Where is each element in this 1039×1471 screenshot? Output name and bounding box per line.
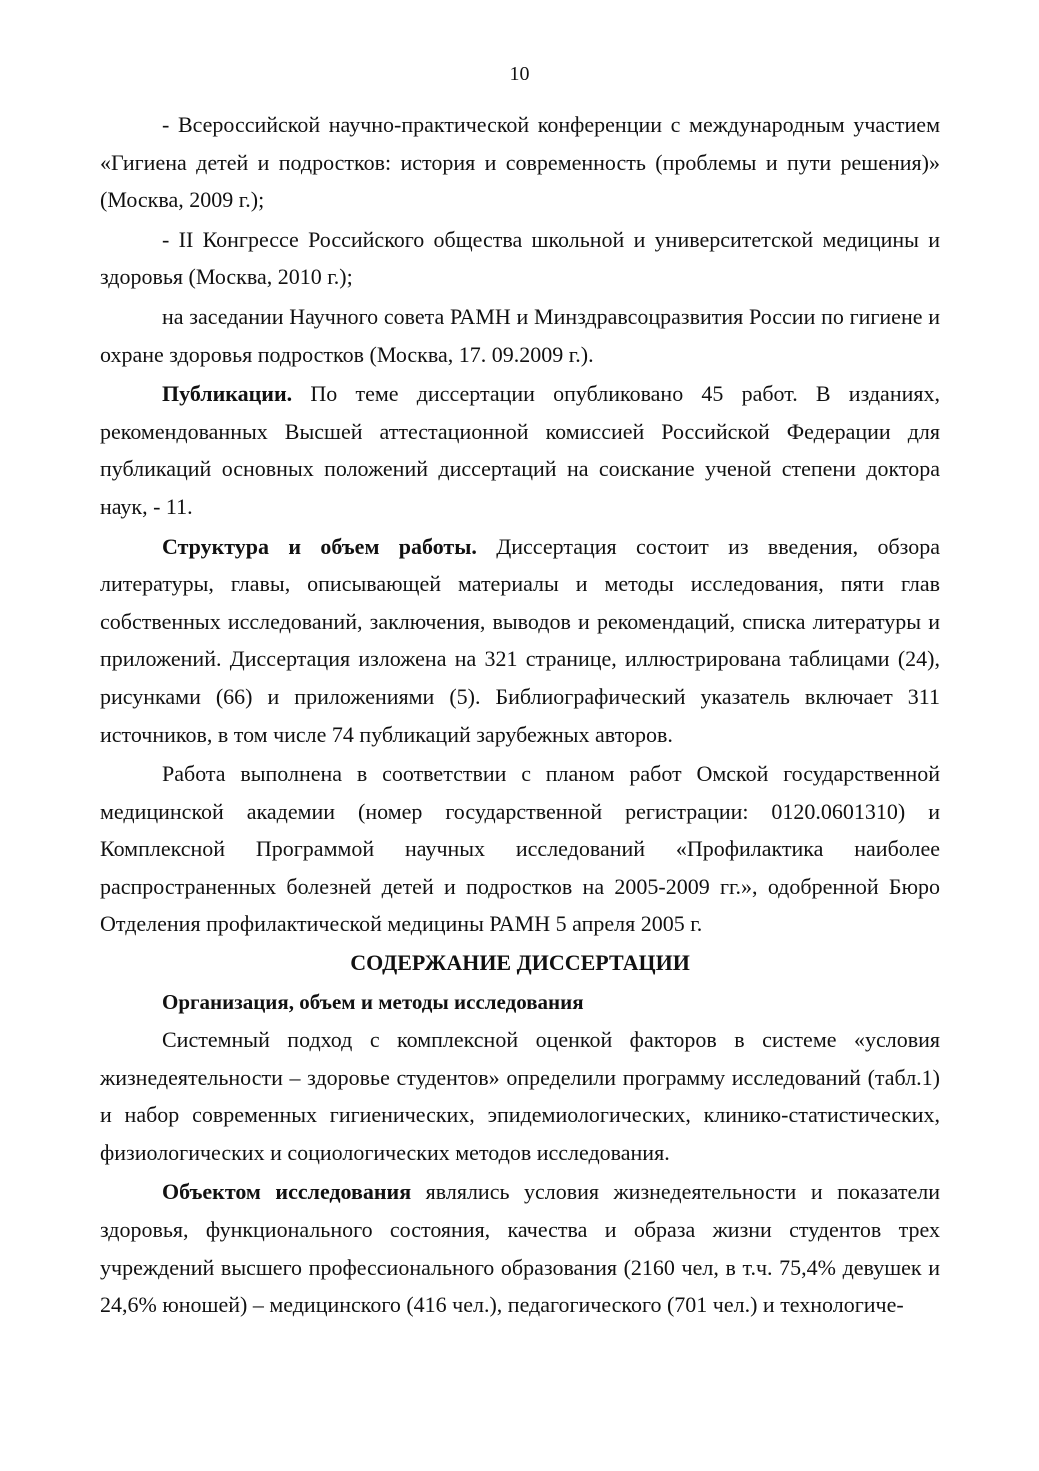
paragraph-text: Работа выполнена в соответствии с планом работ Омской государственной медицинской академии (номер государственной регистрации: 0120.0601310) и Комплексной Программой научных исследований «Профилактика наиболее распространенных болезней детей и подростков на 2005-2009 гг.», одобренной Бюро Отделения профилактической медицины РАМН 5 апреля 2005 г. [100, 761, 940, 937]
document-body [100, 106, 940, 1324]
paragraph-work-plan [100, 755, 940, 943]
paragraph-conference-1 [100, 106, 940, 219]
paragraph-council-meeting [100, 298, 940, 373]
paragraph-text: являлись условия жизнедеятельности и показатели здоровья, функционального состояния, качества и образа жизни студентов трех учреждений высшего профессионального образования (2160 чел, в т.ч. 75,4% девушек и 24,6% юношей) – медицинского (416 чел.), педагогического (701 чел.) и технологиче- [100, 1179, 940, 1318]
paragraph-conference-2 [100, 221, 940, 296]
paragraph-structure [100, 528, 940, 754]
section-title: СОДЕРЖАНИЕ ДИССЕРТАЦИИ [350, 950, 690, 976]
paragraph-lead-structure: Структура и объем работы. [162, 533, 477, 559]
paragraph-lead-research-object: Объектом исследования [162, 1179, 412, 1205]
subsection-title: Организация, объем и методы исследования [162, 990, 584, 1015]
paragraph-text: - II Конгрессе Российского общества школьной и университетской медицины и здоровья (Москва, 2010 г.); [100, 226, 940, 290]
paragraph-text: По теме диссертации опубликовано 45 работ. В изданиях, рекомендованных Высшей аттестационной комиссией Российской Федерации для публикаций основных положений диссертаций на соискание ученой степени доктора наук, - 11. [100, 381, 940, 519]
paragraph-research-object [100, 1173, 940, 1323]
paragraph-text: Диссертация состоит из введения, обзора литературы, главы, описывающей материалы и методы исследования, пяти глав собственных исследований, заключения, выводов и рекомендаций, списка литературы и приложений. Диссертация изложена на 321 странице, иллюстрирована таблицами (24), рисунками (66) и приложениями (5). Библиографический указатель включает 311 источников, в том числе 74 публикаций зарубежных авторов. [100, 533, 941, 747]
paragraph-text: - Всероссийской научно-практической конференции с международным участием «Гигиена детей и подростков: история и современность (проблемы и пути решения)» (Москва, 2009 г.); [100, 112, 940, 213]
page-number: 10 [509, 63, 530, 85]
paragraph-text: на заседании Научного совета РАМН и Минздравсоцразвития России по гигиене и охране здоровья подростков (Москва, 17. 09.2009 г.). [100, 303, 940, 367]
paragraph-publications [100, 375, 940, 525]
paragraph-lead-publications: Публикации. [162, 381, 293, 407]
paragraph-text: Системный подход с комплексной оценкой факторов в системе «условия жизнедеятельности – здоровье студентов» определили программу исследований (табл.1) и набор современных гигиенических, эпидемиологических, клинико-статистических, физиологических и социологических методов исследования. [100, 1027, 940, 1165]
paragraph-system-approach [100, 1021, 940, 1171]
